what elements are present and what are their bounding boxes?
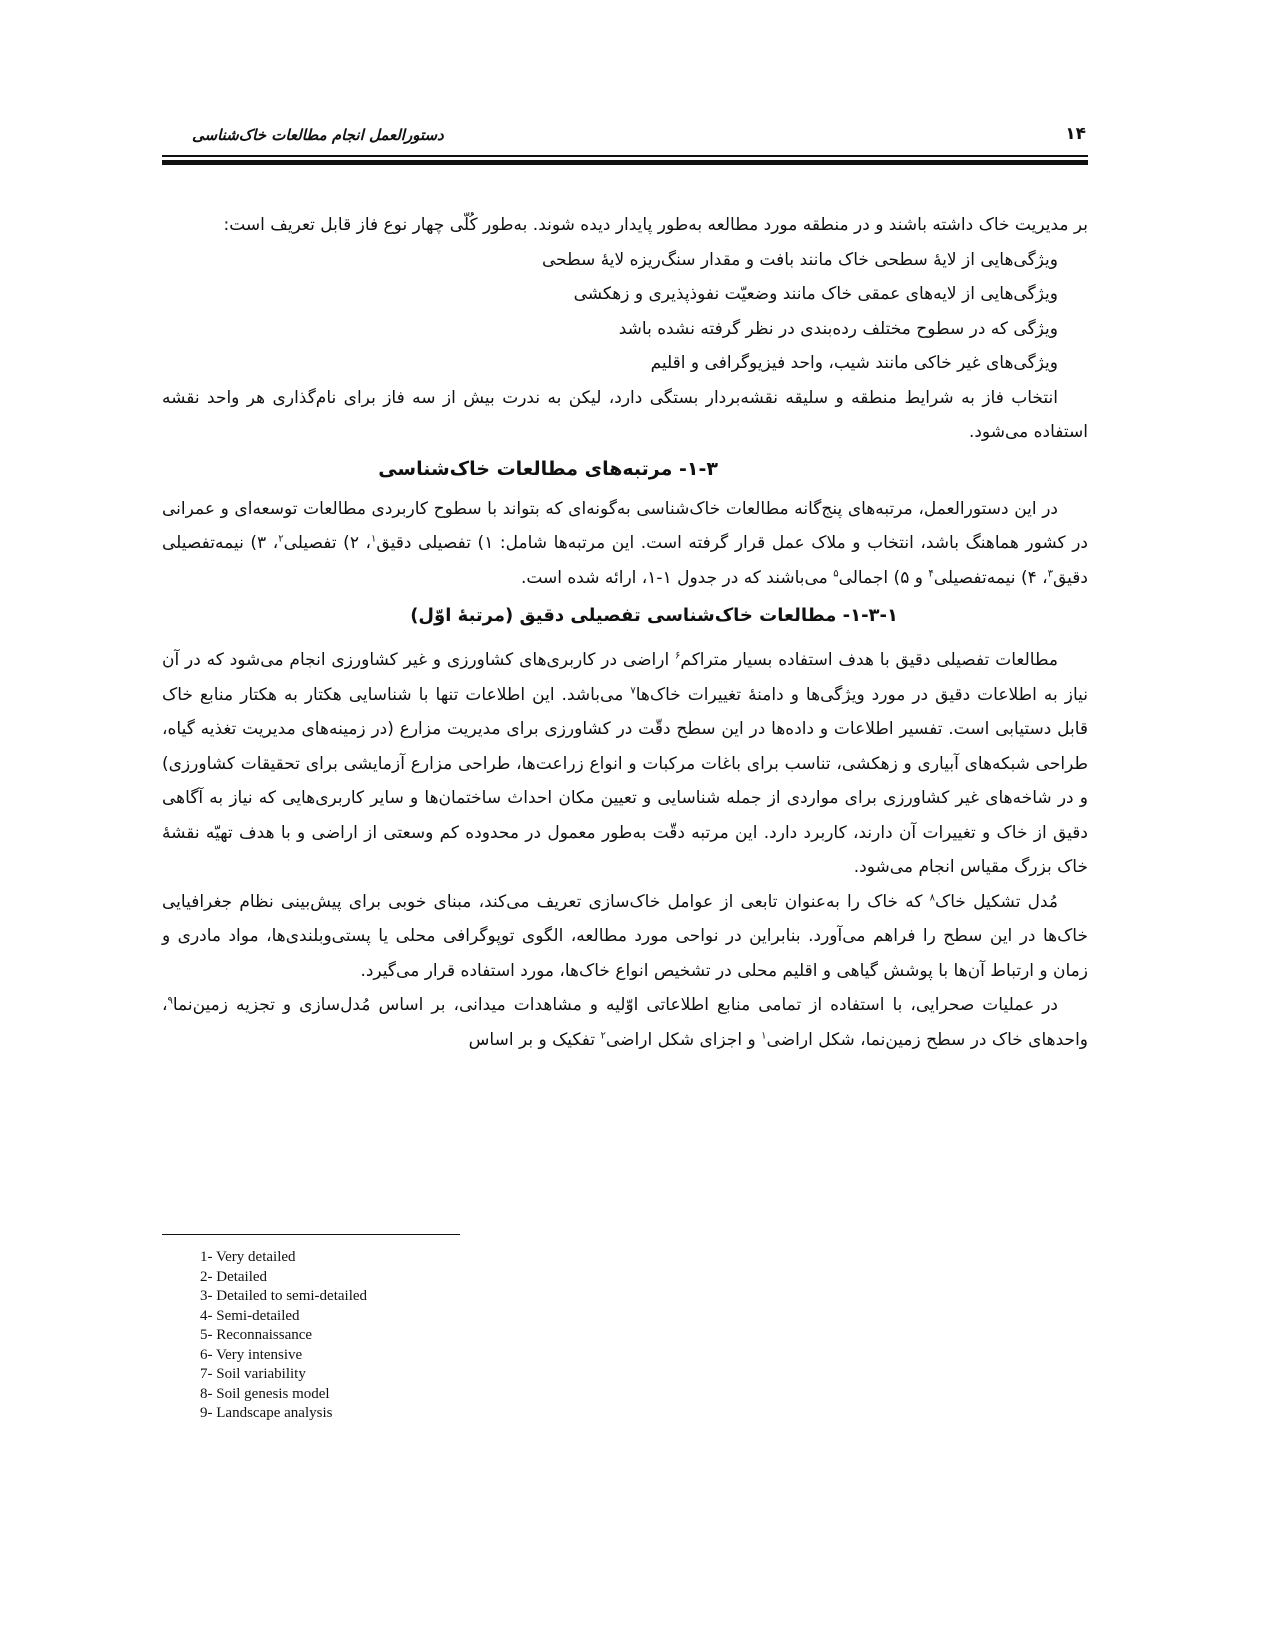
footnote-mark: ۴ — [928, 567, 934, 579]
footnote-mark: ۶ — [675, 650, 681, 662]
page-number: ۱۴ — [1065, 124, 1086, 144]
footnote-item: 2- Detailed — [200, 1268, 268, 1285]
phase-list-item: ویژگی که در سطوح مختلف رده‌بندی در نظر گرفته نشده باشد — [618, 318, 1058, 339]
paragraph-text: تفکیک و بر اساس — [468, 1029, 601, 1050]
footnote-item: 9- Landscape analysis — [200, 1405, 333, 1421]
header-title: دستورالعمل انجام مطالعات خاک‌شناسی — [192, 126, 444, 144]
footnote-item: 3- Detailed to semi-detailed — [200, 1288, 368, 1304]
document-page — [162, 118, 1088, 1618]
body-text — [162, 208, 1088, 1057]
footnote-mark: ۲ — [278, 533, 284, 545]
footnote-item: 7- Soil variability — [200, 1366, 306, 1382]
running-header — [162, 118, 1088, 170]
phase-list-item: ویژگی‌هایی از لایهٔ سطحی خاک مانند بافت و مقدار سنگ‌ریزه لایهٔ سطحی — [541, 249, 1058, 270]
paragraph-text: می‌باشد. این اطلاعات تنها با شناسایی هکتار به هکتار منابع خاک قابل دستیابی است. تفسیر اطلاعات و داده‌ها در این سطح دقّت در کشاورزی برای مدیریت مزارع (در زمینه‌های مدیریت تغذیه گیاه، طراحی شبکه‌های آبیاری و زهکشی، تناسب برای باغات مرکبات و انواع زراعت‌ها، طراحی مزارع آزمایشی برای تحقیقات کشاورزی) و در شاخه‌های غیر کشاورزی برای مواردی از جمله شناسایی و تعیین مکان احداث ساختمان‌ها و سایر کاربری‌هایی که نیاز به آگاهی دقیق از خاک و تغییرات آن دارند، کاربرد دارد. این مرتبه دقّت به‌طور معمول در محدوده کم وسعتی از اراضی و با هدف تهیّه نقشهٔ خاک بزرگ مقیاس انجام می‌شود. — [162, 684, 1088, 877]
footnotes — [200, 1248, 367, 1424]
study-levels-paragraph — [162, 492, 1088, 596]
subsection-heading: ۱-۳-۱- مطالعات خاک‌شناسی تفصیلی دقیق (مرتبهٔ اوّل) — [410, 605, 898, 626]
footnote-mark: ۳ — [1047, 567, 1053, 579]
footnote-item: 4- Semi-detailed — [200, 1307, 300, 1324]
footnote-mark: ۲ — [600, 1029, 606, 1041]
soil-genesis-paragraph — [162, 885, 1088, 989]
footnote-mark: ۸ — [929, 891, 936, 903]
paragraph-text: مُدل تشکیل خاک — [935, 891, 1058, 912]
paragraph-text: و اجزای شکل اراضی — [605, 1029, 762, 1050]
footnote-mark: ۵ — [833, 567, 839, 579]
section-heading: ۱-۳- مرتبه‌های مطالعات خاک‌شناسی — [378, 457, 718, 480]
footnote-item: 1- Very detailed — [200, 1249, 296, 1265]
paragraph-text: ، ۳) نیمه‌تفصیلی دقیق — [162, 533, 1088, 588]
footnote-mark: ۹ — [167, 995, 173, 1007]
footnote-mark: ۱ — [761, 1029, 767, 1041]
paragraph-text: و ۵) اجمالی — [838, 567, 929, 588]
paragraph-text: ، ۴) نیمه‌تفصیلی — [933, 567, 1048, 588]
phase-selection-paragraph: انتخاب فاز به شرایط منطقه و سلیقه نقشه‌بردار بستگی دارد، لیکن به ندرت بیش از سه فاز برای نام‌گذاری هر واحد نقشه استفاده می‌شود. — [162, 387, 1088, 442]
paragraph-text: در عملیات صحرایی، با استفاده از تمامی منابع اطلاعاتی اوّلیه و مشاهدات میدانی، بر اساس مُدل‌سازی و تجزیه زمین‌نما — [172, 995, 1058, 1015]
footnote-item: 6- Very intensive — [200, 1346, 303, 1363]
paragraph-text: در این دستورالعمل، مرتبه‌های پنج‌گانه مطالعات خاک‌شناسی به‌گونه‌ای که بتواند با سطوح کاربردی مطالعات توسعه‌ای و عمرانی در کشور هماهنگ باشد، انتخاب و ملاک عمل قرار گرفته است. این مرتبه‌ها شامل: ۱) تفصیلی دقیق — [162, 498, 1088, 553]
footnote-item: 5- Reconnaissance — [200, 1327, 313, 1343]
phase-list-item: ویژگی‌های غیر خاکی مانند شیب، واحد فیزیوگرافی و اقلیم — [650, 353, 1058, 373]
header-rule-thick — [162, 160, 1088, 165]
paragraph-text: ، ۲) تفصیلی — [283, 533, 372, 553]
paragraph-text: می‌باشند که در جدول ۱-۱، ارائه شده است. — [520, 567, 834, 588]
footnote-mark: ۷ — [630, 684, 636, 696]
paragraph-text: که خاک را به‌عنوان تابعی از عوامل خاک‌سازی تعریف می‌کند، مبنای خوبی برای پیش‌بینی نظام جغرافیایی خاک‌ها در این سطح را فراهم می‌آورد. بنابراین در نواحی مورد مطالعه، الگوی توپوگرافی محلی یا پستی‌وبلندی‌ها، مواد مادری و زمان و ارتباط آن‌ها با پوشش گیاهی و اقلیم محلی در تشخیص انواع خاک‌ها، مورد استفاده قرار می‌گیرد. — [162, 891, 1088, 981]
paragraph-text: اراضی در کاربری‌های کشاورزی و غیر کشاورزی انجام می‌شود که در آن نیاز به اطلاعات دقیق در مورد ویژگی‌ها و دامنهٔ تغییرات خاک‌ها — [162, 650, 1088, 705]
paragraph-text: ، واحدهای خاک در سطح زمین‌نما، شکل اراضی — [162, 995, 1088, 1050]
paragraph-text: مطالعات تفصیلی دقیق با هدف استفاده بسیار متراکم — [680, 650, 1058, 670]
detailed-study-paragraph — [162, 643, 1088, 885]
header-rule-thin — [162, 155, 1088, 157]
phase-list-item: ویژگی‌هایی از لایه‌های عمقی خاک مانند وضعیّت نفوذپذیری و زهکشی — [573, 284, 1058, 304]
footnote-rule — [162, 1234, 460, 1235]
intro-paragraph: بر مدیریت خاک داشته باشند و در منطقه مورد مطالعه به‌طور پایدار دیده شوند. به‌طور کُلّی چهار نوع فاز قابل تعریف است: — [223, 215, 1088, 235]
phase-list — [162, 243, 1088, 381]
field-operations-paragraph — [162, 988, 1088, 1057]
footnote-item: 8- Soil genesis model — [200, 1385, 330, 1402]
footnote-mark: ۱ — [371, 533, 377, 545]
